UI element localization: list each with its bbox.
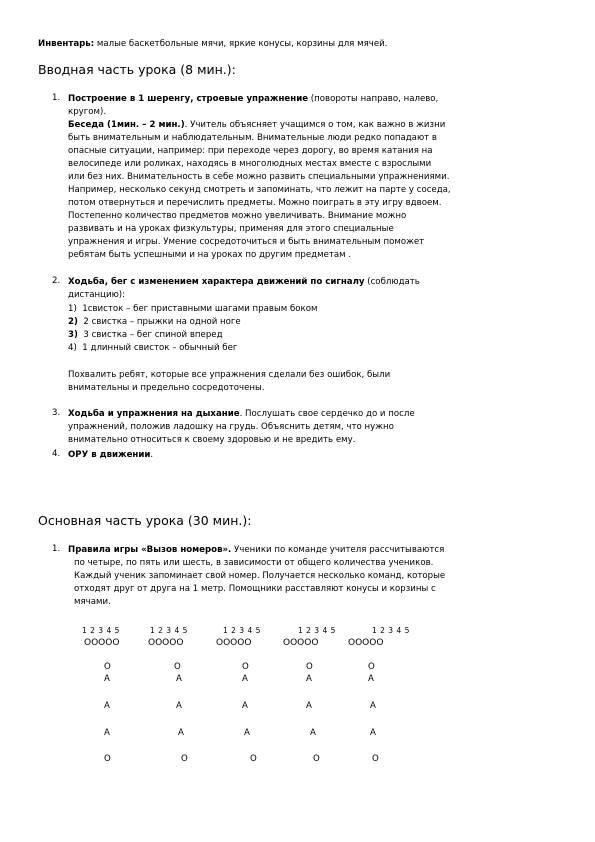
point-marker: A <box>104 728 110 738</box>
cone-marker: O <box>306 662 313 672</box>
text-line: велосипеде или роликах, находясь в многолюдных местах вместе с взрослыми <box>68 159 432 169</box>
text-line: Каждый ученик запоминает свой номер. Получается несколько команд, которые <box>74 571 446 581</box>
point-marker: A <box>306 701 312 711</box>
point-marker: A <box>310 728 316 738</box>
intro-item-2-title: Ходьба, бег с изменением характера движений по сигналу <box>68 277 365 287</box>
text-line: развивать и на уроках физкультуры, применяя для этого специальные <box>68 224 394 234</box>
item-number: 3. <box>52 408 61 418</box>
text-line: мячами. <box>74 597 111 607</box>
inventory-label: Инвентарь: <box>38 39 95 49</box>
text-line: Беседа (1мин. – 2 мин.). Учитель объясняет учащимся о том, как важно в жизни <box>68 120 446 130</box>
point-marker: A <box>104 674 110 684</box>
text-line: Например, несколько секунд смотреть и запоминать, что лежит на парте у соседа, <box>68 185 451 195</box>
text-line: внимательно относиться к своему здоровью и не вредить ему. <box>68 435 356 445</box>
team-numbers-1: 1 2 3 4 5 <box>82 626 120 635</box>
sublist-item: 2) 2 свистка – прыжки на одной ноге <box>68 317 241 327</box>
basket-marker: O <box>250 754 257 764</box>
team-players-1: OOOOO <box>84 638 120 648</box>
point-marker: A <box>104 701 110 711</box>
inventory-line <box>38 38 387 51</box>
point-marker: A <box>306 674 312 684</box>
item-number: 4. <box>52 449 61 459</box>
intro-item-1-title: Построение в 1 шеренгу, строевые упражнение <box>68 94 309 104</box>
intro-item-1-title-rest: (повороты направо, налево, <box>308 94 439 104</box>
text-line: по четыре, по пять или шесть, в зависимости от общего количества учеников. <box>74 558 434 568</box>
team-players-4: OOOOO <box>283 638 319 648</box>
text-line: внимательны и предельно сосредоточены. <box>68 383 265 393</box>
point-marker: A <box>242 674 248 684</box>
cone-marker: O <box>104 662 111 672</box>
intro-item-2-title-line: Ходьба, бег с изменением характера движений по сигналу (соблюдать <box>68 277 420 287</box>
item-number: 2. <box>52 276 61 286</box>
text-line: дистанцию): <box>68 290 126 300</box>
point-marker: A <box>370 701 376 711</box>
text-line: кругом). <box>68 107 107 117</box>
intro-item-1-title-line <box>68 93 438 106</box>
point-marker: A <box>176 701 182 711</box>
intro-item-3-title: Ходьба и упражнения на дыхание <box>68 409 240 419</box>
team-players-2: OOOOO <box>148 638 184 648</box>
main-heading: Основная часть урока (30 мин.): <box>38 513 252 528</box>
text-line: потом отвернуться и перечислить предметы. Можно поиграть в эту игру вдвоем. <box>68 198 442 208</box>
item-number: 1. <box>52 93 61 103</box>
text-line: опасные ситуации, например: при переходе через дорогу, во время катания на <box>68 146 433 156</box>
intro-item-4-title-line: ОРУ в движении. <box>68 450 154 460</box>
conversation-label: Беседа (1мин. – 2 мин.) <box>68 120 185 130</box>
item-number: 1. <box>52 544 61 554</box>
team-players-3: OOOOO <box>216 638 252 648</box>
point-marker: A <box>178 728 184 738</box>
sublist-item: 3) 3 свистка – бег спиной вперед <box>68 330 223 340</box>
text-line: упражнения и игры. Умение сосредоточиться и быть внимательным поможет <box>68 237 425 247</box>
main-item-1-title: Правила игры «Вызов номеров». <box>68 545 232 555</box>
text-line: ребятам быть успешными и на уроках по другим предметам . <box>68 250 352 260</box>
basket-marker: O <box>181 754 188 764</box>
intro-heading: Вводная часть урока (8 мин.): <box>38 62 236 77</box>
text-line: быть внимательным и наблюдательным. Внимательные люди редко попадают в <box>68 133 437 143</box>
point-marker: A <box>370 728 376 738</box>
point-marker: A <box>368 674 374 684</box>
text-line: Похвалить ребят, которые все упражнения сделали без ошибок, были <box>68 370 391 380</box>
cone-marker: O <box>242 662 249 672</box>
cone-marker: O <box>368 662 375 672</box>
basket-marker: O <box>104 754 111 764</box>
point-marker: A <box>176 674 182 684</box>
sublist-item: 1) 1свисток – бег приставными шагами правым боком <box>68 304 318 314</box>
text-line: или без них. Внимательность в себе можно развить специальными упражнениями. <box>68 172 450 182</box>
main-item-1-title-line: Правила игры «Вызов номеров». Ученики по команде учителя рассчитываются <box>68 545 445 555</box>
team-numbers-5: 1 2 3 4 5 <box>372 626 410 635</box>
intro-item-4-title: ОРУ в движении <box>68 450 151 460</box>
team-numbers-3: 1 2 3 4 5 <box>223 626 261 635</box>
basket-marker: O <box>372 754 379 764</box>
sublist-item: 4) 1 длинный свисток – обычный бег <box>68 343 238 353</box>
text-line: Постепенно количество предметов можно увеличивать. Внимание можно <box>68 211 407 221</box>
intro-item-3-title-line: Ходьба и упражнения на дыхание. Послушать свое сердечко до и после <box>68 409 415 419</box>
inventory-text: малые баскетбольные мячи, яркие конусы, корзины для мячей. <box>94 39 388 49</box>
team-players-5: OOOOO <box>348 638 384 648</box>
basket-marker: O <box>313 754 320 764</box>
cone-marker: O <box>174 662 181 672</box>
point-marker: A <box>242 701 248 711</box>
point-marker: A <box>244 728 250 738</box>
text-line: упражнений, положив ладошку на грудь. Объяснить детям, что нужно <box>68 422 394 432</box>
team-numbers-2: 1 2 3 4 5 <box>150 626 188 635</box>
team-numbers-4: 1 2 3 4 5 <box>298 626 336 635</box>
text-line: отходят друг от друга на 1 метр. Помощники расставляют конусы и корзины с <box>74 584 436 594</box>
